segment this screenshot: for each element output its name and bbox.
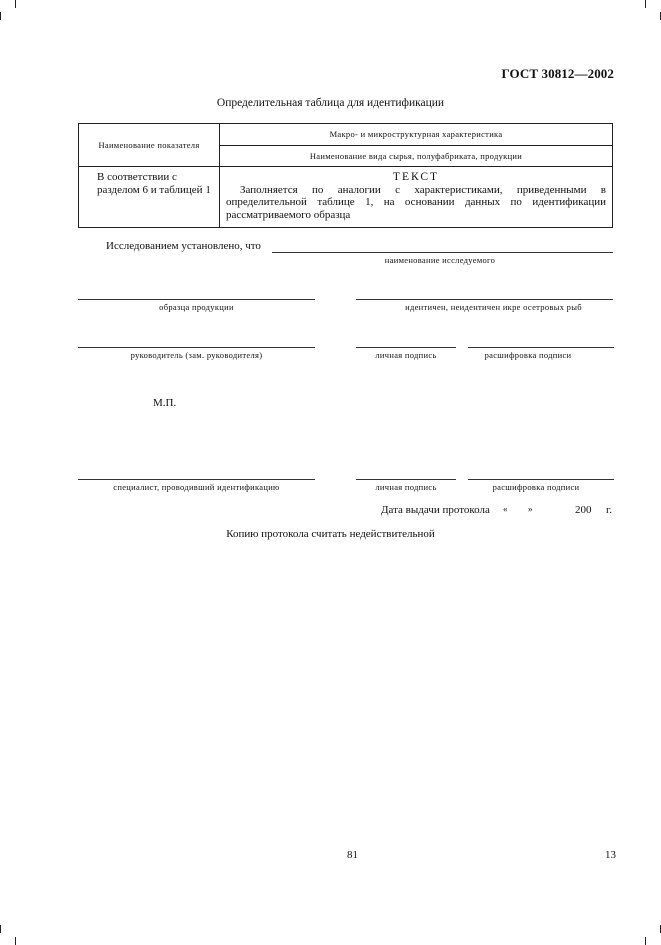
label-decoding-2: расшифровка подписи: [492, 482, 580, 492]
text-placeholder-body: Заполняется по аналогии с характеристиками, приведенными в определительной таблице 1, на основании данных по идентификации рассматриваемого образца: [226, 183, 606, 221]
label-investigated: наименование исследуемого: [384, 255, 496, 265]
established-text: Исследованием установлено, что: [106, 240, 261, 252]
label-manager: руководитель (зам. руководителя): [130, 350, 263, 360]
fill-line[interactable]: [272, 252, 613, 253]
crop-mark: [15, 937, 16, 945]
crop-mark: [645, 937, 646, 945]
label-identical: идентичен, неидентичен икре осетровых рыб: [405, 302, 582, 312]
label-signature: личная подпись: [375, 350, 437, 360]
fill-line[interactable]: [78, 299, 315, 300]
crop-mark: [0, 925, 1, 933]
label-signature-2: личная подпись: [375, 482, 437, 492]
issue-date-label: Дата выдачи протокола: [381, 504, 490, 516]
fill-line[interactable]: [468, 347, 614, 348]
label-decoding: расшифровка подписи: [484, 350, 572, 360]
fill-line[interactable]: [78, 347, 315, 348]
issue-year: 200: [575, 504, 592, 516]
text-placeholder-title: ТЕКСТ: [392, 171, 440, 183]
table-caption: Определительная таблица для идентификации: [216, 97, 445, 109]
crop-mark: [645, 0, 646, 8]
head-raw-material: Наименование вида сырья, полуфабриката, продукции: [220, 145, 613, 167]
fill-line[interactable]: [468, 479, 614, 480]
fill-line[interactable]: [78, 479, 315, 480]
quote-close: »: [528, 504, 533, 514]
year-suffix: г.: [606, 504, 613, 516]
fill-line[interactable]: [356, 347, 456, 348]
head-structure: Макро- и микроструктурная характеристика: [220, 124, 613, 146]
label-sample: образца продукции: [159, 302, 234, 312]
body-indicator: В соответствии с разделом 6 и таблицей 1: [79, 167, 220, 228]
body-description: [220, 167, 613, 228]
crop-mark: [0, 12, 1, 20]
document-code: ГОСТ 30812—2002: [501, 66, 614, 81]
identification-table: [78, 123, 613, 228]
sheet-number: 13: [605, 849, 616, 861]
page-number: 81: [347, 849, 358, 861]
stamp-label: М.П.: [153, 397, 177, 409]
copy-note: Копию протокола считать недействительной: [226, 528, 435, 540]
fill-line[interactable]: [356, 479, 456, 480]
label-specialist: специалист, проводивший идентификацию: [113, 482, 280, 492]
crop-mark: [15, 0, 16, 8]
head-indicator-name: Наименование показателя: [79, 124, 220, 167]
quote-open: «: [503, 504, 508, 514]
fill-line[interactable]: [356, 299, 613, 300]
